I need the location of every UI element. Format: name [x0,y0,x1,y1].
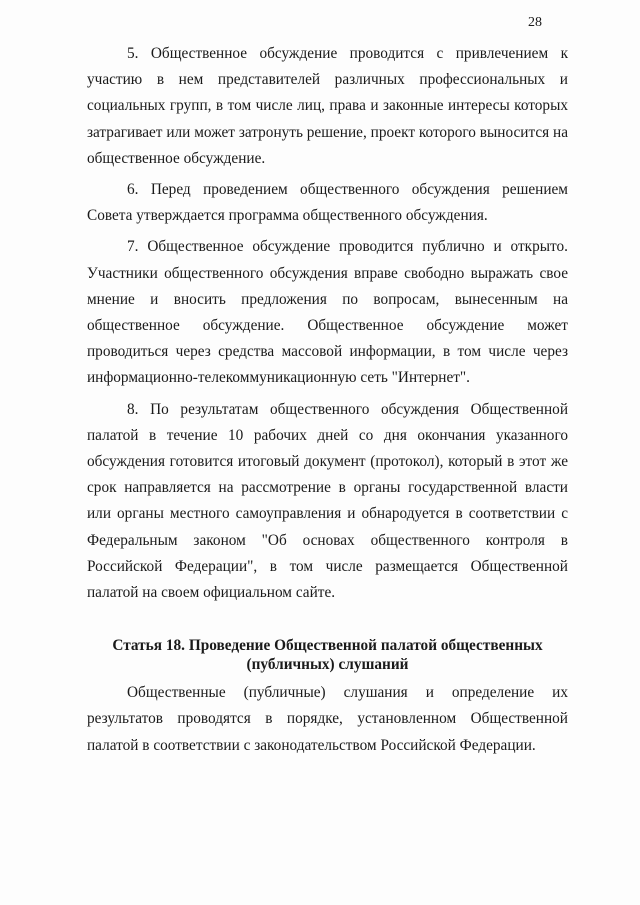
paragraph-5: 5. Общественное обсуждение проводится с привлечением к участию в нем представителей различных профессиональных и социальных групп, в том числе лиц, права и законные интересы которых затрагивает или может затронуть решение, проект которого выносится на общественное обсуждение. [87,45,568,167]
article-18-body: Общественные (публичные) слушания и определение их результатов проводятся в порядке, установленном Общественной палатой в соответствии с законодательством Российской Федерации. [87,684,568,754]
page-number: 28 [528,15,542,30]
paragraph-8: 8. По результатам общественного обсуждения Общественной палатой в течение 10 рабочих дней со дня окончания указанного обсуждения готовится итоговый документ (протокол), который в этот же срок направляется на рассмотрение в органы государственной власти или органы местного самоуправления и обнародуется в соответствии с Федеральным законом "Об основах общественного контроля в Российской Федерации", в том числе размещается Общественной палатой на своем официальном сайте. [87,400,568,602]
article-heading-line-2: (публичных) слушаний [246,656,409,674]
paragraph-6: 6. Перед проведением общественного обсуждения решением Совета утверждается программа общественного обсуждения. [87,181,568,225]
article-18-heading [87,636,568,674]
paragraph-7: 7. Общественное обсуждение проводится публично и открыто. Участники общественного обсуждения вправе свободно выражать свое мнение и вносить предложения по вопросам, вынесенным на общественное обсуждение. Общественное обсуждение может проводиться через средства массовой информации, в том числе через информационно-телекоммуникационную сеть "Интернет". [87,238,568,387]
document-content [87,41,568,764]
article-heading-line-1: Статья 18. Проведение Общественной палатой общественных [112,637,543,655]
